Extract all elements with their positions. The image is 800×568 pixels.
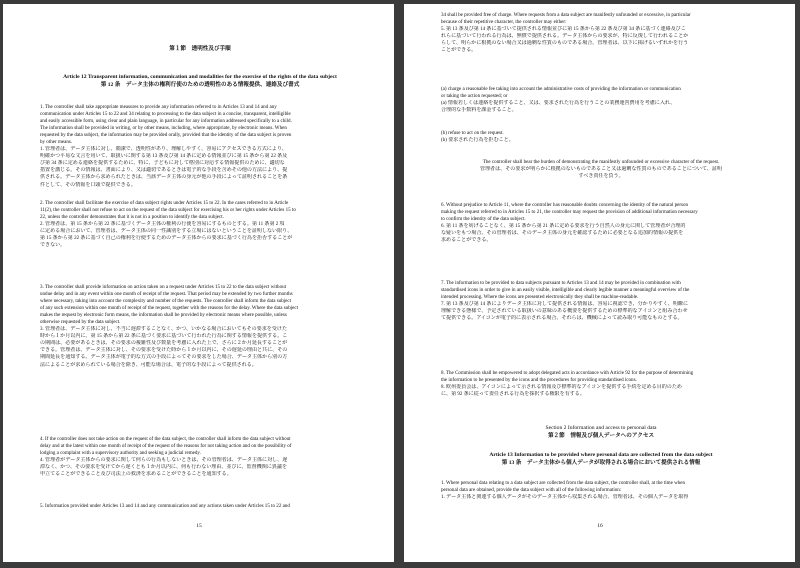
text-line: delay and at the latest within one month of receipt of the request of the reasons for not taking action and on the possibility of xyxy=(40,443,292,450)
text-line: に、第 92 条に従って委任される行為を採択する権限を有する。 xyxy=(441,391,585,398)
text-line: (b) refuse to act on the request. xyxy=(441,130,504,136)
paragraph-12-8 xyxy=(441,370,761,398)
text-line: making the request referred to in Articles 15 to 21, the controller may request the provision of additional information necessary xyxy=(441,209,698,216)
paragraph-12-5-cont xyxy=(441,12,761,54)
text-line: の期間は、必要があるときは、その要求の複雑性及び数量を考慮に入れた上で、さらに２か月延長することが xyxy=(40,340,288,347)
text-line: communication under Articles 15 to 22 and 34 relating to processing to the data subject in a concise, transparent, intelligible xyxy=(40,111,291,118)
text-line: 34 shall be provided free of charge. Where requests from a data subject are manifestly unfounded or excessive, in particular xyxy=(441,12,691,18)
text-line: 8. 欧州委員会は、アイコンによって示される情報及び標準的なアイコンを提供する手続を定める目的のため xyxy=(441,384,682,391)
paragraph-12-2 xyxy=(40,200,360,249)
text-line: 1. 管理者は、データ主体に対し、簡潔で、透明性があり、理解しやすく、容易にアクセスできる方式により、 xyxy=(40,146,287,153)
text-line: because of their repetitive character, the controller may either: xyxy=(441,19,567,26)
text-line: 供される。データ主体から求められたときは、当該データ主体の身元が他の手段によって証明されることを条 xyxy=(40,174,288,181)
text-line: 11(2), the controller shall not refuse to act on the request of the data subject for exercising his or her rights under Articles 15 to xyxy=(40,207,296,214)
text-line: 5. Information provided under Articles 13 and 14 and any communication and any actions taken under Articles 15 to 22 and xyxy=(40,503,290,509)
text-line: 第 15 条から第 22 条に基づく自己の権利を行使するためのデータ主体からの要求に基づく行為を拒否することが xyxy=(40,235,293,242)
text-line: The controller shall bear the burden of demonstrating the manifestly unfounded or excessive character of the request. xyxy=(482,159,720,165)
text-line: れらに基づいて行われる行為は、無償で提供される。データ主体からの要求が、特に反復して行われることか xyxy=(441,33,689,40)
text-line: て提供できる。アイコンが電子的に表示される場合、それらは、機械によって読み取り可能なものとする。 xyxy=(441,315,683,322)
text-line: personal data are obtained, provide the data subject with all of the following information: xyxy=(441,487,622,494)
text-line: 法によることが求められている場合を除き、可能な場合は、電子的な手段によって提供される。 xyxy=(40,361,257,368)
text-line: できない。 xyxy=(40,242,66,249)
text-line: な疑いをもつ場合、その管理者は、そのデータ主体の身元を確認するために必要となる追加的情報の提供を xyxy=(441,230,684,237)
text-line: び第 34 条に定める連絡を提供するために、特に、子どもに対して格別に対応する情報提供のために、適切な xyxy=(40,160,285,167)
paragraph-12-5-a xyxy=(441,86,761,114)
article-12-title-ja: 第 12 条 データ主体の権利行使のための透明性のある情報提供、連絡及び書式 xyxy=(100,82,300,88)
text-line: where necessary, taking into account the complexity and number of the requests. The controller shall inform the data subject xyxy=(40,298,292,305)
section-heading: 第１節 透明性及び手順 xyxy=(169,46,231,52)
text-line: (a) charge a reasonable fee taking into account the administrative costs of providing the information or communication xyxy=(441,86,681,92)
paragraph-12-1 xyxy=(40,104,360,189)
text-line: (b) 要求された行為を拒むこと。 xyxy=(441,137,514,144)
text-line: or taking the action requested; or xyxy=(441,93,508,100)
paragraph-12-7 xyxy=(441,280,761,322)
text-line: 2. The controller shall facilitate the exercise of data subject rights under Articles 15 to 22. In the cases referred to in Article xyxy=(40,200,289,206)
text-line: and easily accessible form, using clear and plain language, in particular for any information addressed specifically to a child. xyxy=(40,118,292,125)
text-line: 7. The information to be provided to data subjects pursuant to Articles 13 and 14 may be provided in combination with xyxy=(441,280,681,286)
text-line: 3. The controller shall provide information on action taken on a request under Articles 15 to 22 to the data subject without xyxy=(40,284,287,290)
text-line: 期間延長を通知する。データ主体が電子的な方式の手段によってその要求をした場合、データ主体から別の方 xyxy=(40,354,288,361)
text-line: 件として、その情報を口頭で提供できる。 xyxy=(40,181,136,188)
text-line: すべき責任を負う。 xyxy=(578,173,624,180)
text-line: the information to be presented by the icons and the procedures for providing standardised icons. xyxy=(441,377,637,384)
text-line: The information shall be provided in writing, or by other means, including, where appropriate, by electronic means. When xyxy=(40,125,287,132)
paragraph-12-5-start xyxy=(40,503,360,510)
text-line: 7. 第 13 条及び第 14 条によりデータ主体に対して提供される情報は、容易に視認でき、分かりやすく、明瞭に xyxy=(441,301,688,308)
text-line: 申立てることができること及び司法上の救済を求めることができることを通知する。 xyxy=(40,471,232,478)
text-line: らして、明らかに根拠のない場合又は過剰な性質のものである場合、管理者は、以下に掲げるいずれかを行う xyxy=(441,40,689,47)
page-number: 16 xyxy=(597,523,603,529)
page-number: 15 xyxy=(196,523,202,529)
section-2-title-ja: 第２節 情報及び個人データへのアクセス xyxy=(547,433,655,439)
text-line: undue delay and in any event within one month of receipt of the request. That period may be extended by two further months xyxy=(40,291,293,298)
text-line: intended processing. Where the icons are presented electronically they shall be machine-readable. xyxy=(441,294,639,301)
text-line: 22, unless the controller demonstrates that it is not in a position to identify the data subject. xyxy=(40,214,224,221)
text-line: に定める場合において、管理者は、データ主体の同一性識別をする立場にはないということを証明しない限り、 xyxy=(40,228,293,235)
text-line: standardised icons in order to give in an easily visible, intelligible and clearly legible manner a meaningful overview of the xyxy=(441,287,690,294)
text-line: 管理者は、その要求が明らかに根拠のないものであること又は過剰な性質のものであることについて、証明 xyxy=(479,166,723,173)
text-line: 措置を講じる。その情報は、書面により、又は適切であるときは電子的な手段を含めその他の方法により、提 xyxy=(40,167,288,174)
text-line: 4. If the controller does not take action on the request of the data subject, the controller shall inform the data subject without xyxy=(40,436,291,442)
text-line: できる。管理者は、データ主体に対し、その要求を受けた時から１か月以内に、その遅延の理由と共に、その xyxy=(40,347,288,354)
text-line: 5. 第 13 条及び第 14 条に基づいて提供される情報並びに第 15 条から第 22 条及び第 34 条に基づく連絡及びこ xyxy=(441,26,686,33)
text-line: 6. 第 11 条を妨げることなく、第 15 条から第 21 条に定める要求を行う自然人の身元に関して管理者が合理的 xyxy=(441,223,686,230)
text-line: 求めることができる。 xyxy=(441,237,492,244)
text-line: 明確かつ平易な文言を用いて、取扱いに関する第 13 条及び第 14 条に定める情報並びに第 15 条から第 22 条及 xyxy=(40,153,288,160)
article-13-title-ja: 第 13 条 データ主体から個人データが取得される場合において提供される情報 xyxy=(501,460,701,466)
paragraph-13-1 xyxy=(441,480,761,501)
page-16 xyxy=(404,4,795,562)
text-line: makes the request by electronic form means, the information shall be provided by electronic means where possible, unless xyxy=(40,312,287,319)
text-line: otherwise requested by the data subject. xyxy=(40,319,121,326)
text-line: 1. データ主体と関連する個人データがそのデータ主体から収集される場合、管理者は、その個人データを取得 xyxy=(441,494,689,501)
article-13-title-en: Article 13 Information to be provided where personal data are collected from the data subject xyxy=(489,452,713,458)
text-line: ことができる。 xyxy=(441,47,477,54)
article-12-title-en: Article 12 Transparent information, communication and modalities for the exercise of the rights of the data subject xyxy=(63,74,337,80)
text-line: 1. The controller shall take appropriate measures to provide any information referred to in Articles 13 and 14 and any xyxy=(40,104,277,110)
text-line: 3. 管理者は、データ主体に対し、不当に遅滞することなく、かつ、いかなる場合においてもその要求を受けた xyxy=(40,326,287,333)
text-line: of any such extension within one month of receipt of the request, together with the reasons for the delay. Where the data subject xyxy=(40,305,299,312)
text-line: by other means. xyxy=(40,139,73,146)
section-2-title-en: Section 2 Information and access to personal data xyxy=(545,425,657,431)
text-line: 合理的な手数料を課金すること。 xyxy=(441,107,517,114)
text-line: 8. The Commission shall be empowered to adopt delegated acts in accordance with Article 92 for the purpose of determining xyxy=(441,370,694,376)
text-line: (a) 情報若しくは連絡を提供すること、又は、要求された行為を行うことの業務運営費用を考慮に入れ、 xyxy=(441,100,676,107)
text-line: requested by the data subject, the information may be provided orally, provided that the identity of the data subject is proven xyxy=(40,132,292,139)
text-line: 4. 管理者がデータ主体からの要求に関して何らの行為もしないときは、その管理者は、データ主体に対し、遅 xyxy=(40,457,288,464)
text-line: lodging a complaint with a supervisory authority and seeking a judicial remedy. xyxy=(40,450,201,457)
text-line: 滞なく、かつ、その要求を受けてから遅くとも１か月以内に、何も行わない理由、並びに、監督機関に異議を xyxy=(40,464,287,471)
text-line: 時から１か月以内に、第 15 条から第 22 条に基づく要求に基づいて行われた行為に関する情報を提供する。こ xyxy=(40,333,288,340)
text-line: 2. 管理者は、第 15 条から第 22 条に基づくデータ主体の権利の行使を容易にするものとする。第 11 条第 2 項 xyxy=(40,221,285,228)
paragraph-12-4 xyxy=(40,436,360,478)
page-15 xyxy=(3,4,394,562)
text-line: to confirm the identity of the data subject. xyxy=(441,216,526,223)
text-line: 理解できる態様で、予定されている取扱いの意味のある概要を提供するための標準的なアイコンと組み合わせ xyxy=(441,308,688,315)
paragraph-12-5-b xyxy=(441,130,761,144)
text-line: 6. Without prejudice to Article 11, where the controller has reasonable doubts concerning the identity of the natural person xyxy=(441,202,689,208)
paragraph-12-5-burden xyxy=(441,159,761,180)
paragraph-12-6 xyxy=(441,202,761,244)
text-line: 1. Where personal data relating to a data subject are collected from the data subject, the controller shall, at the time when xyxy=(441,480,686,486)
paragraph-12-3 xyxy=(40,284,360,369)
